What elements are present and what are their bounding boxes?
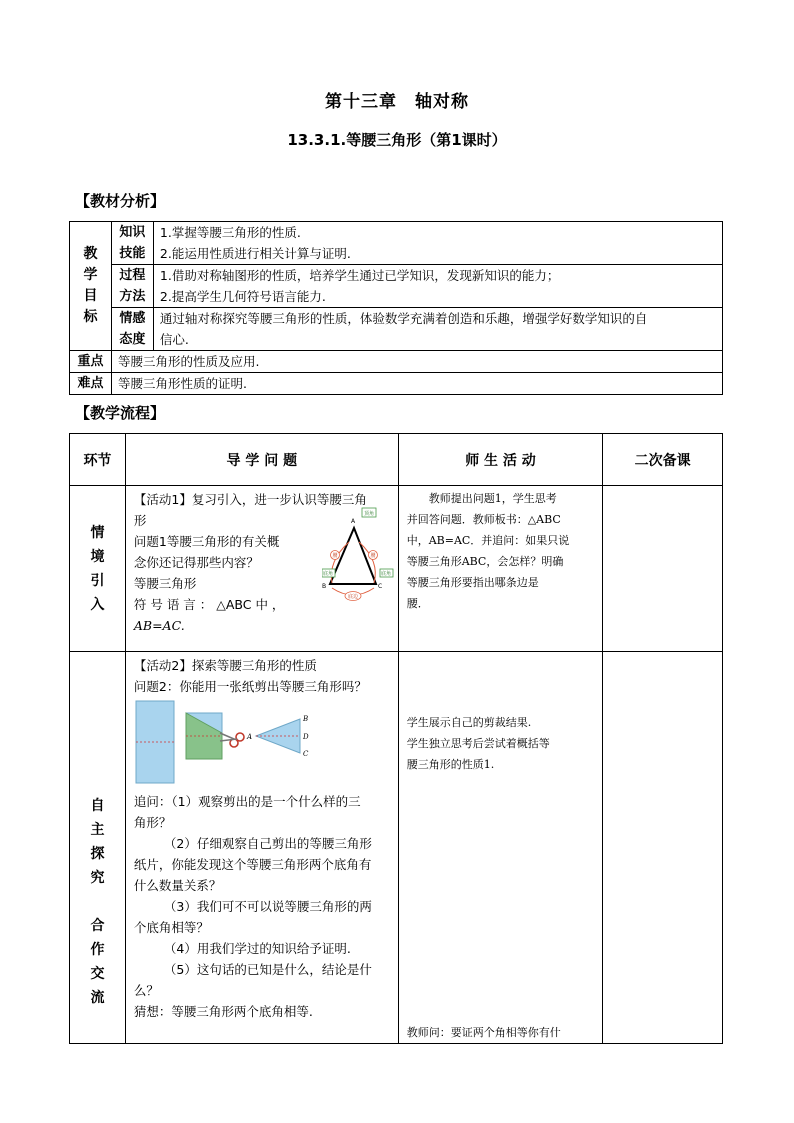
cut-label-d: D <box>302 733 309 741</box>
difficulty-label: 难点 <box>70 373 112 395</box>
analysis-table <box>69 221 723 395</box>
analysis-row-process <box>70 265 723 308</box>
header-second-prep: 二次备课 <box>603 434 723 486</box>
vertex-b-label: B <box>321 583 326 590</box>
cut-label-a: A <box>246 733 252 741</box>
stage-intro: 情 境 引 入 <box>70 486 126 652</box>
flow-row-explore <box>70 652 723 1044</box>
activity2-title: 【活动2】探索等腰三角形的性质 <box>133 658 317 673</box>
header-activities: 师 生 活 动 <box>398 434 603 486</box>
process-label: 过程 方法 <box>111 265 153 308</box>
header-questions: 导 学 问 题 <box>125 434 398 486</box>
stage-explore: 自 主 探 究 合 作 交 流 <box>70 652 126 1044</box>
isosceles-triangle-figure <box>322 506 400 602</box>
attitude-content: 通过轴对称探究等腰三角形的性质，体验数学充满着创造和乐趣，增强学好数学知识的自 信心. <box>153 308 722 351</box>
analysis-row-knowledge <box>70 222 723 265</box>
leg-tag-left: 腰 <box>332 553 338 559</box>
explore-questions: 【活动2】探索等腰三角形的性质 问题2：你能用一张纸剪出等腰三角形吗？ A B D C 追问：（1）观察剪出的是一个什么样的三 角形？ （2）仔细观察自己剪出的等腰三角形 纸片，你能发现这个等腰三角形两个底角有 什么数量关系？ （3）我们可不可以说等腰三角形的两 个底角相等？ （4）用我们学过的知识给予证明. （5）这句话的已知是什么，结论是什 么？ 猜想：等腰三角形两个底角相等. <box>125 652 398 1044</box>
paper-cutting-figure <box>134 699 334 789</box>
base-tag: 底边 <box>347 594 358 600</box>
flow-row-intro <box>70 486 723 652</box>
cut-label-b: B <box>302 715 309 723</box>
leg-tag-right: 腰 <box>370 553 376 559</box>
intro-activities: 教师提出问题1，学生思考 并回答问题．教师板书：△ABC 中，AB=AC．并追问：如果只说 等腰三角形ABC，会怎样？明确 等腰三角形要指出哪条边是 腰． <box>398 486 603 652</box>
vertex-angle-tag: 顶角 <box>363 511 374 517</box>
base-angle-tag-left: 底角 <box>322 571 333 577</box>
cut-label-c: C <box>302 750 309 758</box>
flow-heading: 【教学流程】 <box>75 404 166 422</box>
chapter-title: 第十三章 轴对称 <box>325 92 469 112</box>
difficulty-content: 等腰三角形性质的证明. <box>111 373 722 395</box>
goal-char: 标 <box>83 309 98 325</box>
explore-activities: 学生展示自己的剪裁结果. 学生独立思考后尝试着概括等 腰三角形的性质1. 教师问：要证两个角相等你有什 <box>398 652 603 1044</box>
activity1-title: 【活动1】复习引入，进一步认识等腰三角 <box>133 492 367 507</box>
explore-second-prep <box>603 652 723 1044</box>
analysis-row-difficulty <box>70 373 723 395</box>
flow-header-row <box>70 434 723 486</box>
process-content: 1.借助对称轴图形的性质，培养学生通过已学知识，发现新知识的能力； 2.提高学生几何符号语言能力. <box>153 265 722 308</box>
knowledge-label: 知识 技能 <box>111 222 153 265</box>
goal-char: 学 <box>83 267 98 283</box>
goal-label <box>70 222 112 351</box>
goal-char: 教 <box>83 246 98 262</box>
intro-second-prep <box>603 486 723 652</box>
header-stage: 环节 <box>70 434 126 486</box>
goal-char: 目 <box>83 288 98 304</box>
analysis-row-key <box>70 351 723 373</box>
analysis-row-attitude <box>70 308 723 351</box>
base-angle-tag-right: 底角 <box>380 571 391 577</box>
intro-questions: 【活动1】复习引入，进一步认识等腰三角 形 问题1等腰三角形的有关概 念你还记得那些内容？ 等腰三角形 符 号 语 言 ： △ABC 中 ， AB=AC. A B C 顶角 腰 腰 底角 底角 底边 <box>125 486 398 652</box>
apex-label: A <box>350 518 355 525</box>
key-point-label: 重点 <box>70 351 112 373</box>
flow-table <box>69 433 723 1044</box>
analysis-heading: 【教材分析】 <box>75 192 166 210</box>
vertex-c-label: C <box>377 583 383 590</box>
attitude-label: 情感 态度 <box>111 308 153 351</box>
lesson-subtitle: 13.3.1.等腰三角形（第1课时） <box>287 131 507 149</box>
knowledge-content: 1.掌握等腰三角形的性质. 2.能运用性质进行相关计算与证明. <box>153 222 722 265</box>
key-point-content: 等腰三角形的性质及应用. <box>111 351 722 373</box>
